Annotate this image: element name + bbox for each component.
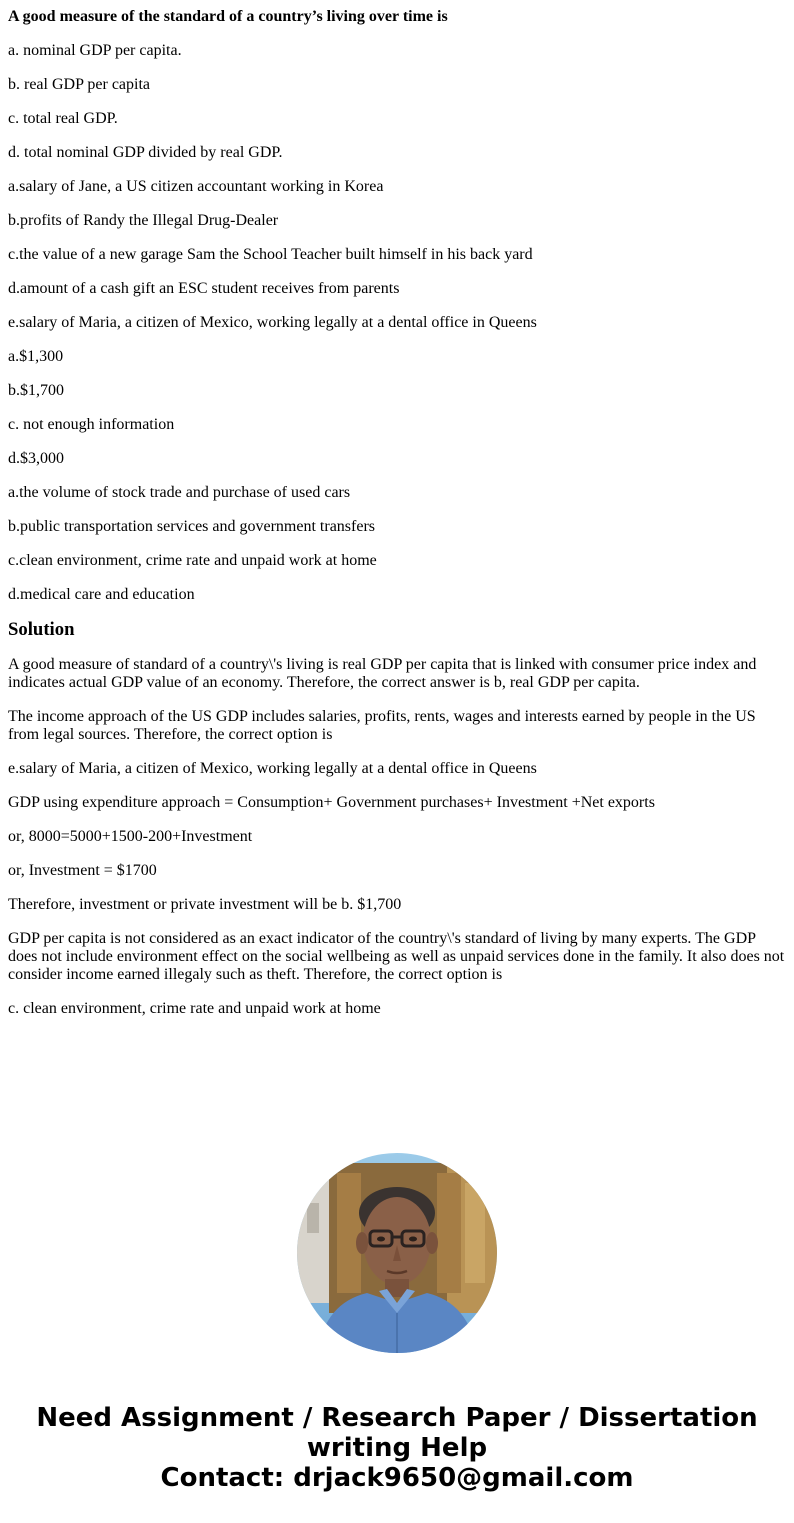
question-title: A good measure of the standard of a country’s living over time is [8, 8, 448, 25]
option-item: b.$1,700 [8, 382, 64, 399]
option-item: a.$1,300 [8, 348, 64, 365]
solution-paragraph: The income approach of the US GDP includes salaries, profits, rents, wages and interests earned by people in the US from legal sources. Therefore, the correct option is [8, 708, 756, 743]
solution-paragraph: c. clean environment, crime rate and unpaid work at home [8, 1000, 381, 1017]
person-photo-icon [297, 1153, 497, 1353]
solution-paragraph: GDP per capita is not considered as an exact indicator of the country\'s standard of living by many experts. The GDP does not include environment effect on the social wellbeing as well as unpaid services done in the family. It also does not consider income earned illegaly such as theft. Therefore, the correct option is [8, 930, 785, 983]
option-item: a.the volume of stock trade and purchase of used cars [8, 484, 351, 501]
footer-contact [0, 1403, 794, 1493]
option-item: c.clean environment, crime rate and unpaid work at home [8, 552, 377, 569]
option-item: d. total nominal GDP divided by real GDP. [8, 144, 283, 161]
solution-paragraph: or, Investment = $1700 [8, 862, 157, 879]
option-item: d.amount of a cash gift an ESC student receives from parents [8, 280, 400, 297]
footer-contact-email: Contact: drjack9650@gmail.com [160, 1463, 634, 1493]
option-item: a.salary of Jane, a US citizen accountant working in Korea [8, 178, 384, 195]
option-item: d.medical care and education [8, 586, 195, 603]
solution-paragraph: or, 8000=5000+1500-200+Investment [8, 828, 253, 845]
footer-line: Need Assignment / Research Paper / Dissertation [36, 1403, 758, 1433]
option-item: d.$3,000 [8, 450, 64, 467]
solution-paragraph: A good measure of standard of a country\'s living is real GDP per capita that is linked with consumer price index and indicates actual GDP value of an economy. Therefore, the correct answer is b, real GDP per capita. [8, 656, 757, 691]
option-item: a. nominal GDP per capita. [8, 42, 182, 59]
solution-heading: Solution [8, 619, 75, 640]
option-item: c. total real GDP. [8, 110, 118, 127]
option-item: c. not enough information [8, 416, 175, 433]
option-item: e.salary of Maria, a citizen of Mexico, working legally at a dental office in Queens [8, 314, 537, 331]
avatar [297, 1153, 497, 1353]
option-item: c.the value of a new garage Sam the School Teacher built himself in his back yard [8, 246, 533, 263]
solution-paragraph: Therefore, investment or private investment will be b. $1,700 [8, 896, 402, 913]
solution-paragraph: GDP using expenditure approach = Consumption+ Government purchases+ Investment +Net exports [8, 794, 655, 811]
solution-paragraph: e.salary of Maria, a citizen of Mexico, working legally at a dental office in Queens [8, 760, 537, 777]
option-item: b. real GDP per capita [8, 76, 151, 93]
footer-line: writing Help [306, 1433, 488, 1463]
option-item: b.profits of Randy the Illegal Drug-Dealer [8, 212, 279, 229]
option-item: b.public transportation services and government transfers [8, 518, 375, 535]
